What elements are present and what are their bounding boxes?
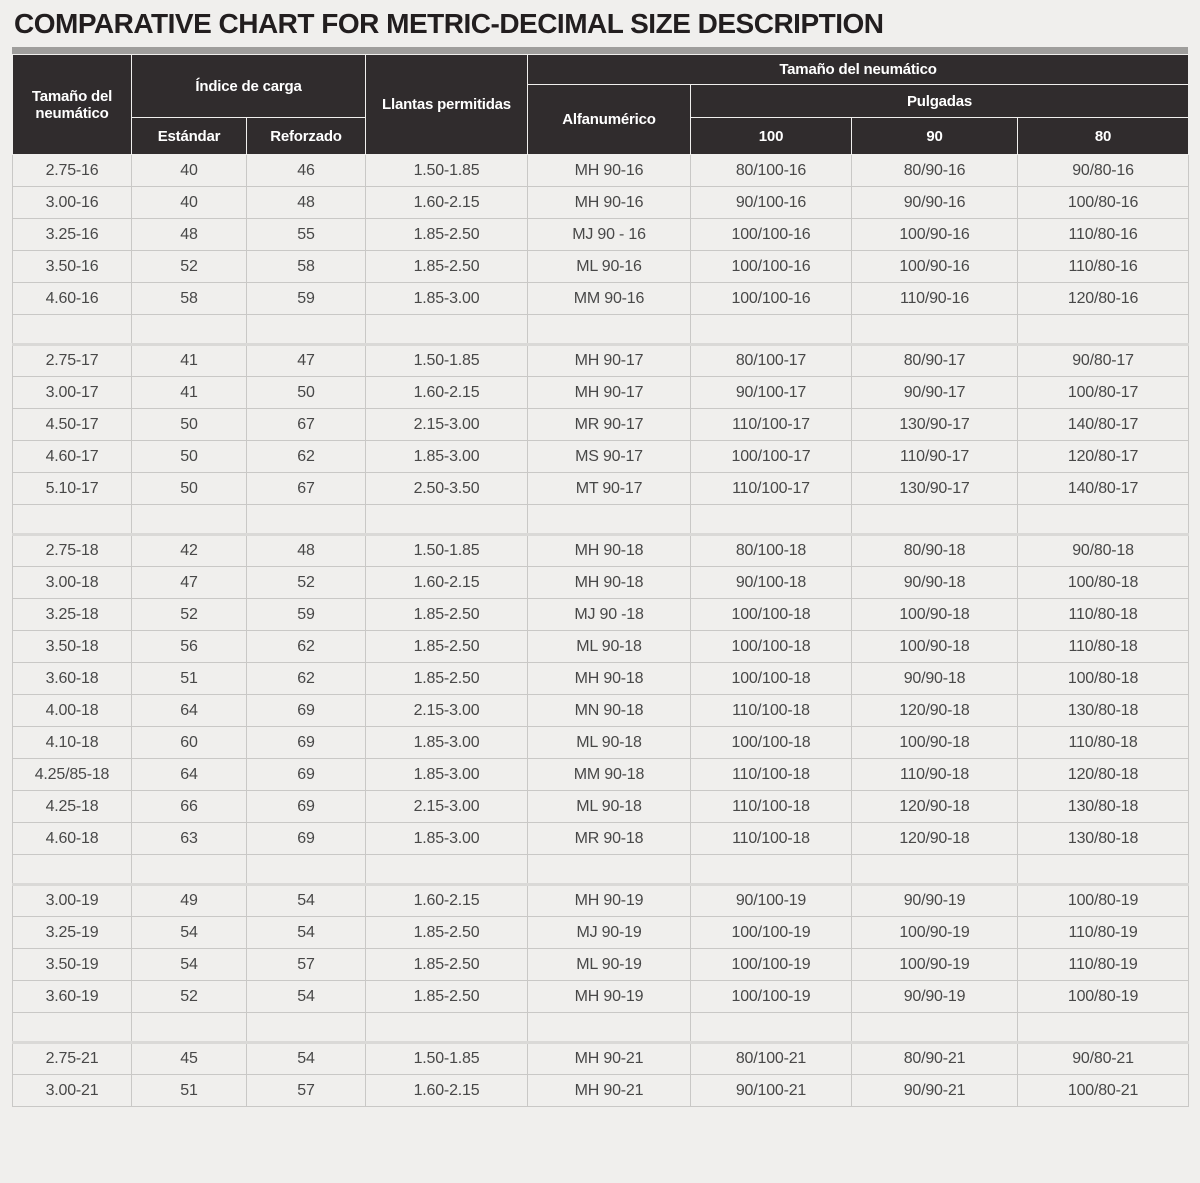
table-cell: 4.10-18 bbox=[13, 727, 132, 759]
table-cell: 90/80-21 bbox=[1018, 1043, 1189, 1075]
table-cell: 110/100-18 bbox=[691, 823, 852, 855]
table-cell: 54 bbox=[247, 1043, 366, 1075]
table-cell: 110/80-18 bbox=[1018, 631, 1189, 663]
table-cell: 3.00-17 bbox=[13, 377, 132, 409]
table-cell: 3.50-18 bbox=[13, 631, 132, 663]
table-cell: 2.75-21 bbox=[13, 1043, 132, 1075]
table-cell: 100/100-16 bbox=[691, 283, 852, 315]
table-cell: 66 bbox=[132, 791, 247, 823]
table-cell: 63 bbox=[132, 823, 247, 855]
table-cell: 4.25/85-18 bbox=[13, 759, 132, 791]
table-cell: 100/80-19 bbox=[1018, 885, 1189, 917]
table-cell: 1.50-1.85 bbox=[366, 1043, 528, 1075]
separator-cell bbox=[852, 855, 1018, 885]
table-cell: 100/80-18 bbox=[1018, 567, 1189, 599]
col-header-tire-size-right: Tamaño del neumático bbox=[528, 55, 1189, 85]
table-cell: 2.75-17 bbox=[13, 345, 132, 377]
table-row bbox=[13, 345, 1189, 377]
separator-cell bbox=[132, 1013, 247, 1043]
separator-cell bbox=[852, 1013, 1018, 1043]
table-cell: 80/90-16 bbox=[852, 155, 1018, 187]
table-cell: MM 90-18 bbox=[528, 759, 691, 791]
table-cell: MH 90-16 bbox=[528, 155, 691, 187]
separator-cell bbox=[852, 505, 1018, 535]
table-cell: 90/100-21 bbox=[691, 1075, 852, 1107]
separator-row bbox=[13, 505, 1189, 535]
separator-cell bbox=[691, 505, 852, 535]
table-cell: 5.10-17 bbox=[13, 473, 132, 505]
table-cell: 1.85-3.00 bbox=[366, 727, 528, 759]
table-cell: 1.85-2.50 bbox=[366, 631, 528, 663]
table-cell: 110/100-18 bbox=[691, 695, 852, 727]
table-row bbox=[13, 791, 1189, 823]
table-cell: 100/90-18 bbox=[852, 727, 1018, 759]
page-title: COMPARATIVE CHART FOR METRIC-DECIMAL SIZE DESCRIPTION bbox=[14, 8, 884, 39]
table-cell: 45 bbox=[132, 1043, 247, 1075]
table-cell: 3.60-19 bbox=[13, 981, 132, 1013]
table-cell: 130/80-18 bbox=[1018, 791, 1189, 823]
table-cell: 50 bbox=[132, 409, 247, 441]
table-row bbox=[13, 663, 1189, 695]
table-cell: 47 bbox=[132, 567, 247, 599]
table-cell: 80/100-21 bbox=[691, 1043, 852, 1075]
separator-cell bbox=[366, 855, 528, 885]
separator-row bbox=[13, 855, 1189, 885]
table-cell: 40 bbox=[132, 155, 247, 187]
table-cell: 1.85-2.50 bbox=[366, 981, 528, 1013]
separator-cell bbox=[247, 315, 366, 345]
table-cell: 52 bbox=[247, 567, 366, 599]
col-header-inches: Pulgadas bbox=[691, 85, 1189, 118]
table-cell: 52 bbox=[132, 599, 247, 631]
table-cell: 51 bbox=[132, 663, 247, 695]
table-cell: 110/80-18 bbox=[1018, 727, 1189, 759]
table-cell: MH 90-19 bbox=[528, 885, 691, 917]
table-row bbox=[13, 473, 1189, 505]
separator-row bbox=[13, 315, 1189, 345]
table-cell: 41 bbox=[132, 377, 247, 409]
separator-cell bbox=[13, 855, 132, 885]
table-cell: MH 90-18 bbox=[528, 567, 691, 599]
table-cell: 120/80-18 bbox=[1018, 759, 1189, 791]
table-cell: 54 bbox=[247, 981, 366, 1013]
separator-row bbox=[13, 1013, 1189, 1043]
table-cell: 54 bbox=[247, 917, 366, 949]
table-cell: 47 bbox=[247, 345, 366, 377]
separator-cell bbox=[1018, 1013, 1189, 1043]
table-cell: MH 90-18 bbox=[528, 663, 691, 695]
table-cell: 56 bbox=[132, 631, 247, 663]
table-cell: 2.75-18 bbox=[13, 535, 132, 567]
table-cell: MH 90-16 bbox=[528, 187, 691, 219]
table-cell: 1.85-2.50 bbox=[366, 251, 528, 283]
table-row bbox=[13, 917, 1189, 949]
table-row bbox=[13, 567, 1189, 599]
separator-cell bbox=[691, 855, 852, 885]
table-cell: 67 bbox=[247, 409, 366, 441]
table-cell: 130/90-17 bbox=[852, 473, 1018, 505]
table-row bbox=[13, 219, 1189, 251]
table-row bbox=[13, 377, 1189, 409]
table-cell: 3.00-16 bbox=[13, 187, 132, 219]
col-header-load-index: Índice de carga bbox=[132, 55, 366, 118]
col-header-100: 100 bbox=[691, 118, 852, 155]
separator-cell bbox=[1018, 315, 1189, 345]
table-cell: 100/90-18 bbox=[852, 599, 1018, 631]
table-cell: 1.50-1.85 bbox=[366, 345, 528, 377]
table-cell: MJ 90-19 bbox=[528, 917, 691, 949]
table-cell: 1.60-2.15 bbox=[366, 567, 528, 599]
table-header bbox=[13, 55, 1189, 155]
table-cell: 41 bbox=[132, 345, 247, 377]
table-cell: 1.85-2.50 bbox=[366, 219, 528, 251]
table-cell: 58 bbox=[247, 251, 366, 283]
table-cell: 100/100-18 bbox=[691, 663, 852, 695]
table-cell: 54 bbox=[132, 917, 247, 949]
separator-cell bbox=[691, 1013, 852, 1043]
table-cell: 48 bbox=[247, 535, 366, 567]
table-cell: MM 90-16 bbox=[528, 283, 691, 315]
table-cell: 42 bbox=[132, 535, 247, 567]
table-cell: ML 90-19 bbox=[528, 949, 691, 981]
table-cell: 1.50-1.85 bbox=[366, 535, 528, 567]
table-cell: 100/80-18 bbox=[1018, 663, 1189, 695]
separator-cell bbox=[528, 505, 691, 535]
table-cell: 54 bbox=[132, 949, 247, 981]
separator-cell bbox=[366, 315, 528, 345]
separator-cell bbox=[247, 1013, 366, 1043]
separator-cell bbox=[852, 315, 1018, 345]
table-cell: 100/90-19 bbox=[852, 917, 1018, 949]
table-cell: 110/80-18 bbox=[1018, 599, 1189, 631]
table-cell: 3.60-18 bbox=[13, 663, 132, 695]
table-cell: 80/90-17 bbox=[852, 345, 1018, 377]
table-cell: 4.50-17 bbox=[13, 409, 132, 441]
table-cell: 4.25-18 bbox=[13, 791, 132, 823]
table-cell: 59 bbox=[247, 283, 366, 315]
table-cell: 90/80-16 bbox=[1018, 155, 1189, 187]
table-cell: 120/90-18 bbox=[852, 823, 1018, 855]
table-cell: 57 bbox=[247, 1075, 366, 1107]
table-cell: 62 bbox=[247, 631, 366, 663]
table-cell: 100/80-16 bbox=[1018, 187, 1189, 219]
table-cell: 1.85-2.50 bbox=[366, 599, 528, 631]
table-cell: 52 bbox=[132, 981, 247, 1013]
table-cell: MH 90-17 bbox=[528, 345, 691, 377]
table-cell: MT 90-17 bbox=[528, 473, 691, 505]
table-cell: 1.60-2.15 bbox=[366, 1075, 528, 1107]
table-cell: 3.25-18 bbox=[13, 599, 132, 631]
table-cell: 59 bbox=[247, 599, 366, 631]
separator-cell bbox=[132, 855, 247, 885]
table-cell: 110/80-16 bbox=[1018, 219, 1189, 251]
table-cell: 100/90-16 bbox=[852, 219, 1018, 251]
col-header-rims: Llantas permitidas bbox=[366, 55, 528, 155]
table-row bbox=[13, 441, 1189, 473]
separator-cell bbox=[1018, 505, 1189, 535]
table-cell: 110/90-17 bbox=[852, 441, 1018, 473]
table-cell: 69 bbox=[247, 791, 366, 823]
separator-cell bbox=[13, 1013, 132, 1043]
table-cell: 80/100-16 bbox=[691, 155, 852, 187]
table-cell: 69 bbox=[247, 727, 366, 759]
table-cell: 1.85-3.00 bbox=[366, 441, 528, 473]
table-cell: 3.25-16 bbox=[13, 219, 132, 251]
table-cell: 64 bbox=[132, 695, 247, 727]
separator-cell bbox=[528, 1013, 691, 1043]
table-cell: 130/80-18 bbox=[1018, 695, 1189, 727]
table-cell: 69 bbox=[247, 695, 366, 727]
col-header-90: 90 bbox=[852, 118, 1018, 155]
table-cell: MR 90-17 bbox=[528, 409, 691, 441]
col-header-standard: Estándar bbox=[132, 118, 247, 155]
table-cell: 100/80-17 bbox=[1018, 377, 1189, 409]
table-cell: 100/90-16 bbox=[852, 251, 1018, 283]
col-header-80: 80 bbox=[1018, 118, 1189, 155]
table-cell: 130/80-18 bbox=[1018, 823, 1189, 855]
table-cell: 48 bbox=[132, 219, 247, 251]
table-cell: 90/80-18 bbox=[1018, 535, 1189, 567]
separator-cell bbox=[132, 315, 247, 345]
table-cell: 3.00-18 bbox=[13, 567, 132, 599]
separator-cell bbox=[13, 315, 132, 345]
table-cell: 110/90-18 bbox=[852, 759, 1018, 791]
table-cell: 80/100-17 bbox=[691, 345, 852, 377]
table-cell: 90/90-17 bbox=[852, 377, 1018, 409]
table-row bbox=[13, 251, 1189, 283]
table-cell: MN 90-18 bbox=[528, 695, 691, 727]
separator-cell bbox=[366, 505, 528, 535]
table-cell: 1.60-2.15 bbox=[366, 377, 528, 409]
table-row bbox=[13, 885, 1189, 917]
table-cell: 69 bbox=[247, 823, 366, 855]
table-cell: 2.50-3.50 bbox=[366, 473, 528, 505]
table-cell: MH 90-21 bbox=[528, 1043, 691, 1075]
table-cell: 57 bbox=[247, 949, 366, 981]
table-cell: 110/80-19 bbox=[1018, 949, 1189, 981]
col-header-alphanumeric: Alfanumérico bbox=[528, 85, 691, 155]
table-cell: 130/90-17 bbox=[852, 409, 1018, 441]
table-cell: 110/80-16 bbox=[1018, 251, 1189, 283]
table-cell: 90/100-18 bbox=[691, 567, 852, 599]
table-row bbox=[13, 187, 1189, 219]
table-row bbox=[13, 283, 1189, 315]
table-cell: 67 bbox=[247, 473, 366, 505]
table-cell: 4.60-16 bbox=[13, 283, 132, 315]
separator-cell bbox=[1018, 855, 1189, 885]
table-cell: 100/100-18 bbox=[691, 727, 852, 759]
table-row bbox=[13, 1075, 1189, 1107]
table-cell: 110/100-18 bbox=[691, 759, 852, 791]
table-cell: 100/80-19 bbox=[1018, 981, 1189, 1013]
table-cell: 60 bbox=[132, 727, 247, 759]
table-row bbox=[13, 409, 1189, 441]
separator-cell bbox=[691, 315, 852, 345]
table-cell: 64 bbox=[132, 759, 247, 791]
table-cell: 100/100-19 bbox=[691, 981, 852, 1013]
table-cell: 1.85-2.50 bbox=[366, 917, 528, 949]
separator-cell bbox=[132, 505, 247, 535]
table-body bbox=[13, 155, 1189, 1107]
separator-cell bbox=[366, 1013, 528, 1043]
table-cell: 140/80-17 bbox=[1018, 473, 1189, 505]
table-top-strip bbox=[12, 47, 1188, 54]
table-cell: 100/90-18 bbox=[852, 631, 1018, 663]
table-cell: 80/90-21 bbox=[852, 1043, 1018, 1075]
table-row bbox=[13, 759, 1189, 791]
table-cell: 49 bbox=[132, 885, 247, 917]
table-row bbox=[13, 727, 1189, 759]
table-row bbox=[13, 823, 1189, 855]
table-row bbox=[13, 599, 1189, 631]
table-cell: 100/100-17 bbox=[691, 441, 852, 473]
table-cell: 90/90-21 bbox=[852, 1075, 1018, 1107]
table-cell: 80/90-18 bbox=[852, 535, 1018, 567]
table-cell: 3.25-19 bbox=[13, 917, 132, 949]
table-cell: 62 bbox=[247, 663, 366, 695]
table-cell: 90/100-19 bbox=[691, 885, 852, 917]
table-cell: MJ 90 - 16 bbox=[528, 219, 691, 251]
table-cell: 55 bbox=[247, 219, 366, 251]
col-header-tire-size: Tamaño del neumático bbox=[13, 55, 132, 155]
table-cell: 1.60-2.15 bbox=[366, 187, 528, 219]
table-cell: 3.50-19 bbox=[13, 949, 132, 981]
table-cell: 90/90-16 bbox=[852, 187, 1018, 219]
table-cell: 120/90-18 bbox=[852, 791, 1018, 823]
table-cell: 100/90-19 bbox=[852, 949, 1018, 981]
table-cell: MS 90-17 bbox=[528, 441, 691, 473]
table-cell: 1.60-2.15 bbox=[366, 885, 528, 917]
table-cell: 54 bbox=[247, 885, 366, 917]
table-cell: 110/100-17 bbox=[691, 473, 852, 505]
table-cell: MR 90-18 bbox=[528, 823, 691, 855]
table-cell: 110/80-19 bbox=[1018, 917, 1189, 949]
table-cell: 100/100-16 bbox=[691, 219, 852, 251]
table-cell: 90/90-19 bbox=[852, 981, 1018, 1013]
table-cell: 140/80-17 bbox=[1018, 409, 1189, 441]
table-cell: 50 bbox=[247, 377, 366, 409]
table-row bbox=[13, 1043, 1189, 1075]
table-cell: 50 bbox=[132, 441, 247, 473]
table-cell: ML 90-18 bbox=[528, 727, 691, 759]
table-cell: ML 90-18 bbox=[528, 791, 691, 823]
table-cell: 1.85-3.00 bbox=[366, 283, 528, 315]
table-cell: 52 bbox=[132, 251, 247, 283]
table-cell: 100/100-18 bbox=[691, 631, 852, 663]
table-cell: 2.15-3.00 bbox=[366, 409, 528, 441]
table-cell: 120/90-18 bbox=[852, 695, 1018, 727]
table-cell: 40 bbox=[132, 187, 247, 219]
table-row bbox=[13, 155, 1189, 187]
col-header-reinforced: Reforzado bbox=[247, 118, 366, 155]
table-cell: MH 90-17 bbox=[528, 377, 691, 409]
table-cell: 1.85-2.50 bbox=[366, 663, 528, 695]
table-cell: 100/100-19 bbox=[691, 949, 852, 981]
table-cell: 100/100-16 bbox=[691, 251, 852, 283]
table-cell: 1.50-1.85 bbox=[366, 155, 528, 187]
table-cell: MJ 90 -18 bbox=[528, 599, 691, 631]
separator-cell bbox=[528, 315, 691, 345]
table-cell: 4.60-18 bbox=[13, 823, 132, 855]
table-cell: 80/100-18 bbox=[691, 535, 852, 567]
table-cell: 90/90-18 bbox=[852, 663, 1018, 695]
table-cell: 90/100-16 bbox=[691, 187, 852, 219]
table-cell: 46 bbox=[247, 155, 366, 187]
comparison-table bbox=[12, 54, 1189, 1107]
table-cell: 1.85-2.50 bbox=[366, 949, 528, 981]
table-cell: 120/80-16 bbox=[1018, 283, 1189, 315]
table-cell: 58 bbox=[132, 283, 247, 315]
table-cell: ML 90-16 bbox=[528, 251, 691, 283]
table-cell: 90/90-19 bbox=[852, 885, 1018, 917]
table-row bbox=[13, 631, 1189, 663]
table-cell: 110/100-17 bbox=[691, 409, 852, 441]
table-cell: MH 90-19 bbox=[528, 981, 691, 1013]
separator-cell bbox=[13, 505, 132, 535]
table-cell: 100/100-18 bbox=[691, 599, 852, 631]
table-row bbox=[13, 535, 1189, 567]
table-cell: 100/100-19 bbox=[691, 917, 852, 949]
table-cell: 3.50-16 bbox=[13, 251, 132, 283]
table-cell: 2.15-3.00 bbox=[366, 791, 528, 823]
separator-cell bbox=[247, 855, 366, 885]
table-cell: 4.00-18 bbox=[13, 695, 132, 727]
table-cell: 62 bbox=[247, 441, 366, 473]
table-cell: 3.00-19 bbox=[13, 885, 132, 917]
table-cell: 51 bbox=[132, 1075, 247, 1107]
table-cell: ML 90-18 bbox=[528, 631, 691, 663]
table-cell: 90/80-17 bbox=[1018, 345, 1189, 377]
table-row bbox=[13, 949, 1189, 981]
table-row bbox=[13, 695, 1189, 727]
table-cell: 110/100-18 bbox=[691, 791, 852, 823]
table-cell: 3.00-21 bbox=[13, 1075, 132, 1107]
table-cell: 120/80-17 bbox=[1018, 441, 1189, 473]
table-cell: 2.15-3.00 bbox=[366, 695, 528, 727]
table-cell: 100/80-21 bbox=[1018, 1075, 1189, 1107]
separator-cell bbox=[247, 505, 366, 535]
table-cell: 110/90-16 bbox=[852, 283, 1018, 315]
table-cell: MH 90-18 bbox=[528, 535, 691, 567]
table-cell: 4.60-17 bbox=[13, 441, 132, 473]
table-cell: 1.85-3.00 bbox=[366, 823, 528, 855]
table-cell: 50 bbox=[132, 473, 247, 505]
table-cell: 90/90-18 bbox=[852, 567, 1018, 599]
table-cell: 2.75-16 bbox=[13, 155, 132, 187]
table-cell: 90/100-17 bbox=[691, 377, 852, 409]
table-cell: 48 bbox=[247, 187, 366, 219]
table-cell: MH 90-21 bbox=[528, 1075, 691, 1107]
table-cell: 1.85-3.00 bbox=[366, 759, 528, 791]
table-cell: 69 bbox=[247, 759, 366, 791]
table-row bbox=[13, 981, 1189, 1013]
header-row-1 bbox=[13, 55, 1189, 85]
separator-cell bbox=[528, 855, 691, 885]
